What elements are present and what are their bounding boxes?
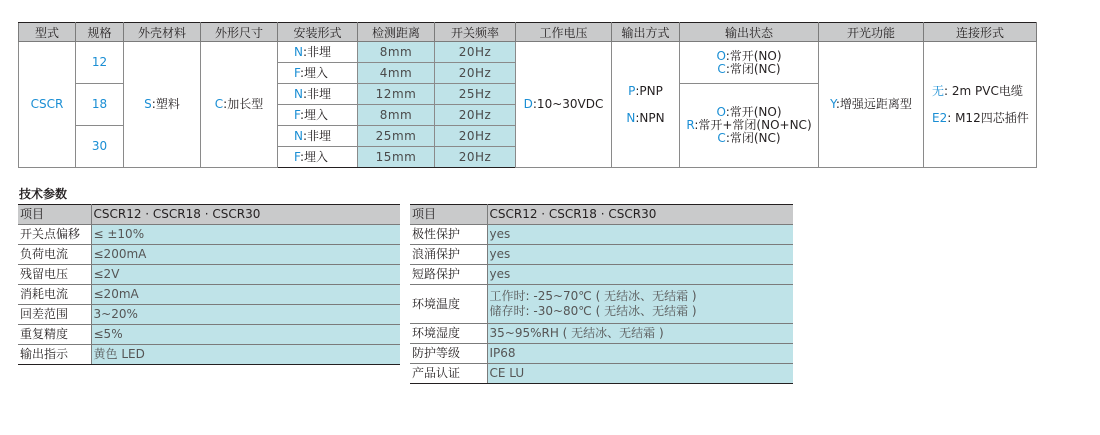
- param-key: 回差范围: [18, 305, 91, 325]
- code-label: O: [716, 48, 726, 63]
- table-row: [18, 285, 400, 305]
- table-row: [410, 344, 793, 364]
- state-text: :常闭(NC): [725, 131, 781, 145]
- connection-cell: [924, 42, 1037, 168]
- header-function: 开光功能: [819, 23, 924, 42]
- header-row: [19, 23, 1037, 42]
- code-label: F: [294, 65, 300, 80]
- distance-cell: 25mm: [358, 126, 435, 147]
- header-connection: 连接形式: [924, 23, 1037, 42]
- param-value: yes: [487, 245, 793, 265]
- table-row: [410, 364, 793, 384]
- param-key: 浪涌保护: [410, 245, 487, 265]
- frequency-cell: 20Hz: [435, 63, 516, 84]
- table-row: [410, 265, 793, 285]
- mounting-text: :非埋: [302, 44, 332, 59]
- connection-text: : 2m PVC电缆: [944, 83, 1023, 98]
- param-key: 项目: [410, 205, 487, 225]
- code-label: F: [294, 149, 300, 164]
- code-label: N: [294, 128, 303, 143]
- table-row: [410, 205, 793, 225]
- table-row: [410, 324, 793, 344]
- state-text: :常闭(NC): [725, 61, 781, 76]
- code-label: N: [294, 86, 303, 101]
- param-key: 环境温度: [410, 285, 487, 324]
- mounting-text: :埋入: [299, 149, 329, 164]
- code-label: O: [716, 105, 726, 119]
- param-value: [487, 285, 793, 324]
- model-selection-table: [18, 22, 1037, 168]
- header-mounting: 安装形式: [278, 23, 358, 42]
- connection-line: [932, 112, 1036, 125]
- header-frequency: 开关频率: [435, 23, 516, 42]
- state-text: :常开+常闭(NO+NC): [694, 118, 812, 132]
- code-label: C: [717, 131, 726, 145]
- connection-line: [932, 85, 1036, 98]
- mounting-cell: [278, 126, 358, 147]
- param-value: ≤5%: [91, 325, 400, 345]
- mounting-text: :埋入: [299, 65, 329, 80]
- param-key: 残留电压: [18, 265, 91, 285]
- param-key: 消耗电流: [18, 285, 91, 305]
- model-cell: CSCR: [19, 42, 76, 168]
- output-text: :PNP: [635, 83, 663, 98]
- header-output-method: 输出方式: [612, 23, 680, 42]
- header-distance: 检测距离: [358, 23, 435, 42]
- mounting-cell: [278, 63, 358, 84]
- header-size: 规格: [76, 23, 124, 42]
- distance-cell: 8mm: [358, 42, 435, 63]
- table-row: [18, 225, 400, 245]
- frequency-cell: 20Hz: [435, 126, 516, 147]
- param-value: IP68: [487, 344, 793, 364]
- header-output-state: 输出状态: [680, 23, 819, 42]
- table-row: [410, 245, 793, 265]
- param-key: 项目: [18, 205, 91, 225]
- state-text: :常开(NO): [725, 105, 782, 119]
- header-type: 型式: [19, 23, 76, 42]
- table-row: [18, 205, 400, 225]
- mounting-text: :非埋: [302, 128, 332, 143]
- param-value: CSCR12 · CSCR18 · CSCR30: [487, 205, 793, 225]
- housing-cell: [124, 42, 201, 168]
- code-label: D: [523, 97, 533, 111]
- state-text: :常开(NO): [725, 48, 782, 63]
- code-label: F: [294, 107, 300, 122]
- code-label: R: [686, 118, 695, 132]
- header-shape: 外形尺寸: [201, 23, 278, 42]
- table-row: [18, 305, 400, 325]
- param-key: 负荷电流: [18, 245, 91, 265]
- size-cell: 30: [76, 126, 124, 168]
- code-label: E2: [932, 110, 948, 125]
- param-key: 开关点偏移: [18, 225, 91, 245]
- mounting-text: :埋入: [299, 107, 329, 122]
- distance-cell: 8mm: [358, 105, 435, 126]
- table-row: [18, 345, 400, 365]
- code-label: N: [294, 44, 303, 59]
- mounting-cell: [278, 147, 358, 168]
- table-row: [19, 42, 1037, 63]
- temp-storage: 储存时: -30~80℃ ( 无结冰、无结霜 ): [489, 304, 697, 318]
- frequency-cell: 20Hz: [435, 42, 516, 63]
- table-row: [18, 245, 400, 265]
- output-state-cell: [680, 42, 819, 84]
- size-cell: 12: [76, 42, 124, 84]
- table-row: [18, 265, 400, 285]
- code-label: C: [214, 97, 224, 111]
- param-value: ≤ ±10%: [91, 225, 400, 245]
- function-cell: [819, 42, 924, 168]
- frequency-cell: 20Hz: [435, 105, 516, 126]
- output-text: :NPN: [635, 110, 665, 125]
- connection-text: : M12四芯插件: [947, 110, 1029, 125]
- param-value: ≤200mA: [91, 245, 400, 265]
- param-key: 防护等级: [410, 344, 487, 364]
- mounting-cell: [278, 105, 358, 126]
- code-label: P: [628, 83, 636, 98]
- voltage-cell: [516, 42, 612, 168]
- param-value: yes: [487, 265, 793, 285]
- table-row: [410, 225, 793, 245]
- code-label: 无: [932, 83, 945, 98]
- mounting-text: :非埋: [302, 86, 332, 101]
- mounting-cell: [278, 42, 358, 63]
- param-key: 环境湿度: [410, 324, 487, 344]
- mounting-cell: [278, 84, 358, 105]
- housing-text: :塑料: [151, 97, 180, 111]
- tech-params-title: 技术参数: [19, 187, 68, 201]
- frequency-cell: 25Hz: [435, 84, 516, 105]
- temp-operating: 工作时: -25~70℃ ( 无结冰、无结霜 ): [489, 289, 697, 303]
- header-voltage: 工作电压: [516, 23, 612, 42]
- param-value: CE LU: [487, 364, 793, 384]
- code-label: S: [144, 97, 152, 111]
- table-row: [410, 285, 793, 324]
- shape-cell: [201, 42, 278, 168]
- frequency-cell: 20Hz: [435, 147, 516, 168]
- param-key: 输出指示: [18, 345, 91, 365]
- param-value: yes: [487, 225, 793, 245]
- distance-cell: 12mm: [358, 84, 435, 105]
- tech-params-table-right: [410, 204, 793, 384]
- param-key: 短路保护: [410, 265, 487, 285]
- output-npn: [612, 112, 679, 125]
- state-line: [680, 63, 818, 76]
- shape-text: :加长型: [223, 97, 264, 111]
- param-value: 3~20%: [91, 305, 400, 325]
- code-label: Y: [830, 97, 836, 111]
- param-key: 极性保护: [410, 225, 487, 245]
- tech-params-table-left: [18, 204, 400, 365]
- param-value: 35~95%RH ( 无结冰、无结霜 ): [487, 324, 793, 344]
- output-pnp: [612, 85, 679, 98]
- table-row: [18, 325, 400, 345]
- output-method-cell: [612, 42, 680, 168]
- param-value: CSCR12 · CSCR18 · CSCR30: [91, 205, 400, 225]
- param-key: 产品认证: [410, 364, 487, 384]
- param-value: 黄色 LED: [91, 345, 400, 365]
- header-housing: 外壳材料: [124, 23, 201, 42]
- voltage-text: :10~30VDC: [532, 97, 604, 111]
- code-label: C: [717, 61, 726, 76]
- size-cell: 18: [76, 84, 124, 126]
- param-value: ≤20mA: [91, 285, 400, 305]
- param-key: 重复精度: [18, 325, 91, 345]
- distance-cell: 15mm: [358, 147, 435, 168]
- state-line: [680, 132, 818, 145]
- function-text: :增强远距离型: [835, 97, 912, 111]
- code-label: N: [626, 110, 636, 125]
- output-state-cell: [680, 84, 819, 168]
- param-value: ≤2V: [91, 265, 400, 285]
- distance-cell: 4mm: [358, 63, 435, 84]
